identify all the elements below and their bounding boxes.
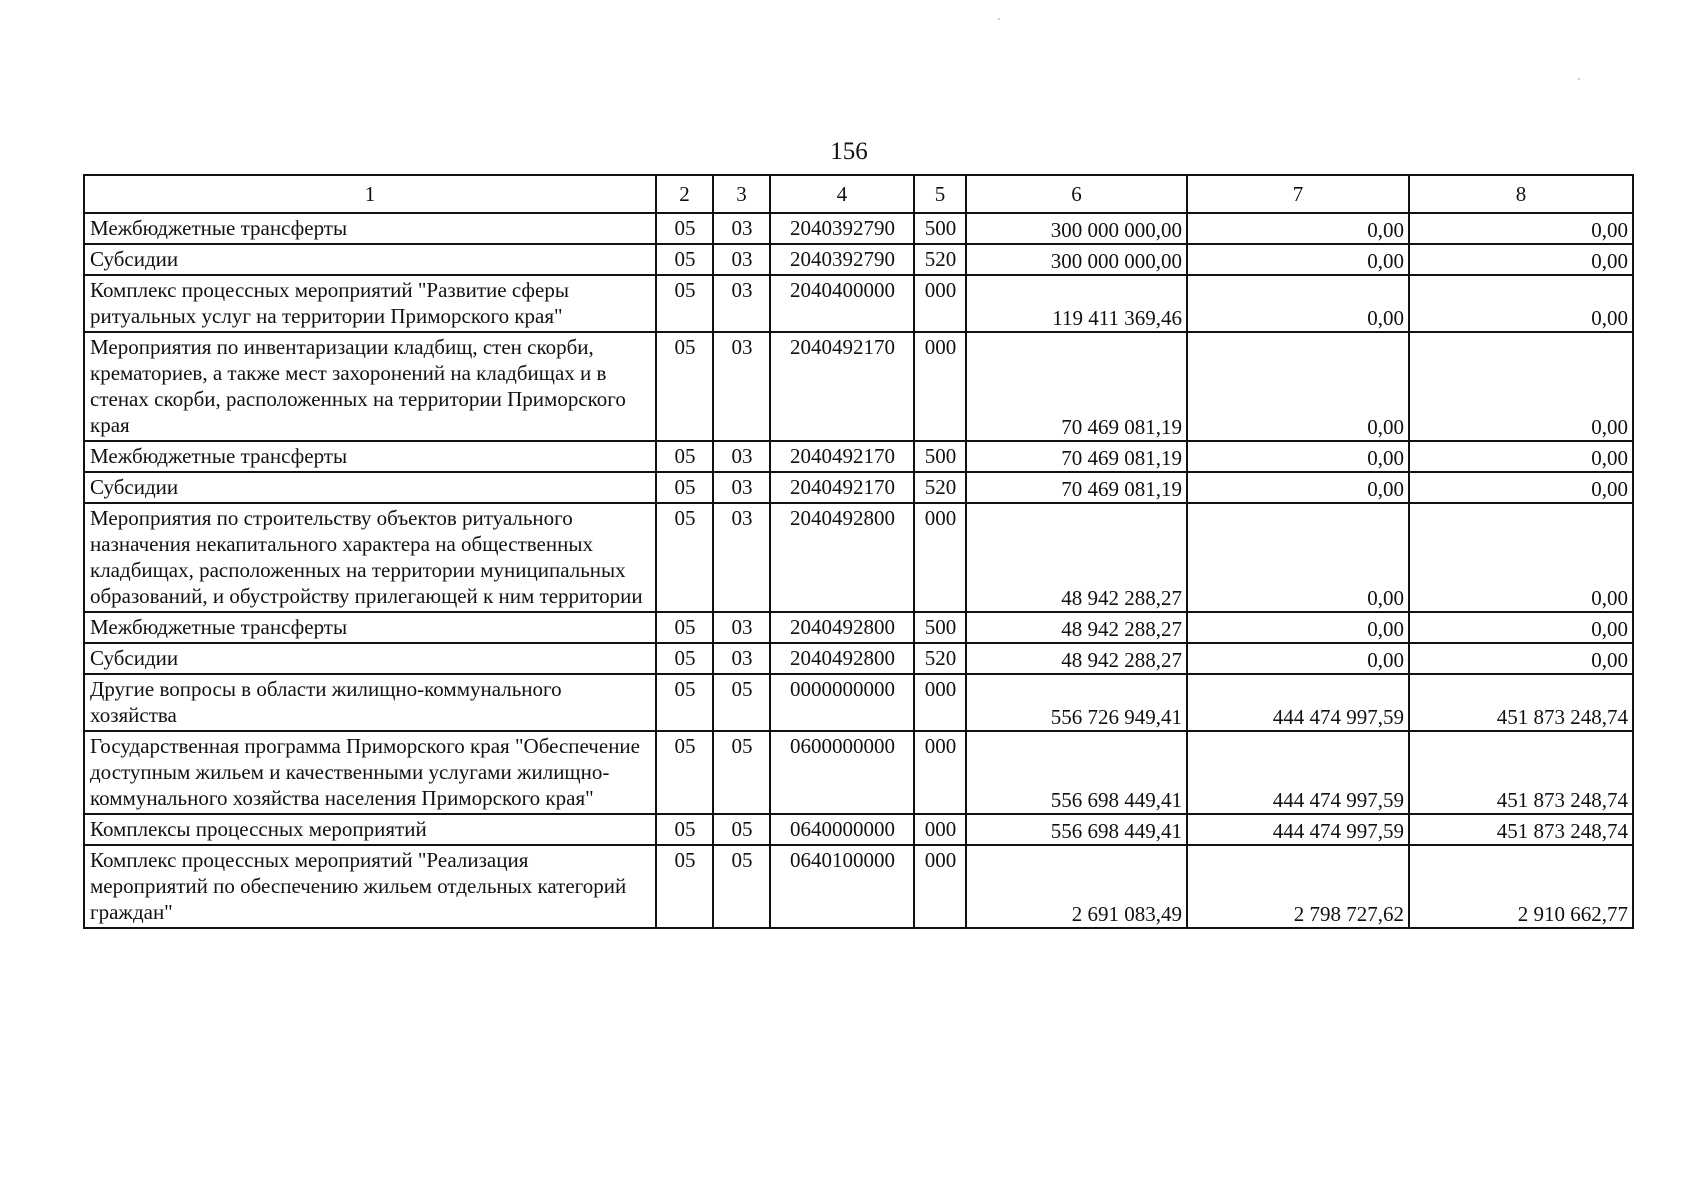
amount-col8-cell: 0,00	[1409, 643, 1633, 674]
subsection-code-cell: 05	[713, 674, 770, 731]
row-name-cell: Субсидии	[84, 472, 656, 503]
amount-col7-cell: 444 474 997,59	[1187, 731, 1409, 814]
amount-col6-cell: 48 942 288,27	[966, 643, 1187, 674]
expense-type-cell: 000	[914, 731, 966, 814]
row-name-cell: Субсидии	[84, 244, 656, 275]
header-cell-8: 8	[1409, 175, 1633, 213]
target-article-cell: 2040492170	[770, 472, 914, 503]
subsection-code-cell: 05	[713, 845, 770, 928]
expense-type-cell: 000	[914, 674, 966, 731]
amount-col7-cell: 444 474 997,59	[1187, 674, 1409, 731]
amount-col6-cell: 119 411 369,46	[966, 275, 1187, 332]
table-body	[84, 213, 1633, 928]
row-name-cell: Субсидии	[84, 643, 656, 674]
amount-col6-cell: 300 000 000,00	[966, 213, 1187, 244]
table-row	[84, 731, 1633, 814]
expense-type-cell: 000	[914, 503, 966, 612]
section-code-cell: 05	[656, 643, 713, 674]
section-code-cell: 05	[656, 275, 713, 332]
target-article-cell: 2040492170	[770, 332, 914, 441]
amount-col6-cell: 2 691 083,49	[966, 845, 1187, 928]
amount-col7-cell: 444 474 997,59	[1187, 814, 1409, 845]
header-cell-2: 2	[656, 175, 713, 213]
amount-col7-cell: 0,00	[1187, 244, 1409, 275]
amount-col8-cell: 2 910 662,77	[1409, 845, 1633, 928]
amount-col6-cell: 300 000 000,00	[966, 244, 1187, 275]
header-cell-7: 7	[1187, 175, 1409, 213]
subsection-code-cell: 05	[713, 731, 770, 814]
amount-col7-cell: 0,00	[1187, 275, 1409, 332]
subsection-code-cell: 03	[713, 503, 770, 612]
section-code-cell: 05	[656, 503, 713, 612]
target-article-cell: 0640100000	[770, 845, 914, 928]
page-number: 156	[830, 138, 868, 165]
table-row	[84, 814, 1633, 845]
expense-type-cell: 520	[914, 472, 966, 503]
header-cell-6: 6	[966, 175, 1187, 213]
amount-col8-cell: 0,00	[1409, 244, 1633, 275]
expense-type-cell: 500	[914, 612, 966, 643]
subsection-code-cell: 03	[713, 441, 770, 472]
row-name-cell: Комплексы процессных мероприятий	[84, 814, 656, 845]
subsection-code-cell: 03	[713, 643, 770, 674]
row-name-cell: Другие вопросы в области жилищно-коммунального хозяйства	[84, 674, 656, 731]
amount-col8-cell: 0,00	[1409, 213, 1633, 244]
target-article-cell: 0640000000	[770, 814, 914, 845]
amount-col6-cell: 70 469 081,19	[966, 332, 1187, 441]
subsection-code-cell: 03	[713, 244, 770, 275]
row-name-cell: Комплекс процессных мероприятий "Развитие сферы ритуальных услуг на территории Приморского края"	[84, 275, 656, 332]
row-name-cell: Мероприятия по инвентаризации кладбищ, стен скорби, крематориев, а также мест захоронений на кладбищах и в стенах скорби, расположенных на территории Приморского края	[84, 332, 656, 441]
amount-col8-cell: 0,00	[1409, 275, 1633, 332]
section-code-cell: 05	[656, 674, 713, 731]
amount-col7-cell: 0,00	[1187, 612, 1409, 643]
table-row	[84, 275, 1633, 332]
amount-col6-cell: 556 698 449,41	[966, 814, 1187, 845]
subsection-code-cell: 03	[713, 275, 770, 332]
table-row	[84, 643, 1633, 674]
target-article-cell: 2040492170	[770, 441, 914, 472]
amount-col6-cell: 70 469 081,19	[966, 472, 1187, 503]
subsection-code-cell: 03	[713, 612, 770, 643]
target-article-cell: 0000000000	[770, 674, 914, 731]
amount-col8-cell: 451 873 248,74	[1409, 731, 1633, 814]
header-cell-5: 5	[914, 175, 966, 213]
amount-col6-cell: 556 726 949,41	[966, 674, 1187, 731]
section-code-cell: 05	[656, 213, 713, 244]
row-name-cell: Комплекс процессных мероприятий "Реализация мероприятий по обеспечению жильем отдельных категорий граждан"	[84, 845, 656, 928]
section-code-cell: 05	[656, 332, 713, 441]
amount-col8-cell: 451 873 248,74	[1409, 674, 1633, 731]
amount-col6-cell: 48 942 288,27	[966, 503, 1187, 612]
row-name-cell: Межбюджетные трансферты	[84, 612, 656, 643]
amount-col7-cell: 0,00	[1187, 213, 1409, 244]
target-article-cell: 2040492800	[770, 643, 914, 674]
amount-col6-cell: 70 469 081,19	[966, 441, 1187, 472]
header-cell-4: 4	[770, 175, 914, 213]
amount-col8-cell: 0,00	[1409, 503, 1633, 612]
amount-col6-cell: 556 698 449,41	[966, 731, 1187, 814]
amount-col7-cell: 0,00	[1187, 643, 1409, 674]
target-article-cell: 2040492800	[770, 503, 914, 612]
row-name-cell: Межбюджетные трансферты	[84, 441, 656, 472]
header-cell-3: 3	[713, 175, 770, 213]
row-name-cell: Государственная программа Приморского края "Обеспечение доступным жильем и качественными услугами жилищно-коммунального хозяйства населения Приморского края"	[84, 731, 656, 814]
scan-speck	[1578, 78, 1580, 80]
section-code-cell: 05	[656, 441, 713, 472]
table-row	[84, 213, 1633, 244]
target-article-cell: 0600000000	[770, 731, 914, 814]
expense-type-cell: 000	[914, 275, 966, 332]
amount-col8-cell: 0,00	[1409, 472, 1633, 503]
header-cell-1: 1	[84, 175, 656, 213]
amount-col8-cell: 0,00	[1409, 332, 1633, 441]
expense-type-cell: 520	[914, 643, 966, 674]
amount-col8-cell: 451 873 248,74	[1409, 814, 1633, 845]
expense-type-cell: 000	[914, 332, 966, 441]
table-row	[84, 332, 1633, 441]
amount-col6-cell: 48 942 288,27	[966, 612, 1187, 643]
subsection-code-cell: 03	[713, 472, 770, 503]
amount-col7-cell: 2 798 727,62	[1187, 845, 1409, 928]
subsection-code-cell: 03	[713, 213, 770, 244]
subsection-code-cell: 03	[713, 332, 770, 441]
expense-type-cell: 000	[914, 845, 966, 928]
section-code-cell: 05	[656, 731, 713, 814]
expense-type-cell: 500	[914, 213, 966, 244]
table-row	[84, 612, 1633, 643]
table-row	[84, 503, 1633, 612]
section-code-cell: 05	[656, 845, 713, 928]
row-name-cell: Мероприятия по строительству объектов ритуального назначения некапитального характера на общественных кладбищах, расположенных на территории муниципальных образований, и обустройству прилегающей к ним территории	[84, 503, 656, 612]
row-name-cell: Межбюджетные трансферты	[84, 213, 656, 244]
target-article-cell: 2040392790	[770, 213, 914, 244]
table-row	[84, 845, 1633, 928]
section-code-cell: 05	[656, 612, 713, 643]
section-code-cell: 05	[656, 472, 713, 503]
expense-type-cell: 500	[914, 441, 966, 472]
target-article-cell: 2040400000	[770, 275, 914, 332]
amount-col7-cell: 0,00	[1187, 332, 1409, 441]
table-row	[84, 674, 1633, 731]
scan-speck	[998, 18, 1000, 20]
section-code-cell: 05	[656, 814, 713, 845]
header-row	[84, 175, 1633, 213]
budget-table	[83, 174, 1634, 929]
target-article-cell: 2040492800	[770, 612, 914, 643]
amount-col8-cell: 0,00	[1409, 441, 1633, 472]
table-row	[84, 244, 1633, 275]
target-article-cell: 2040392790	[770, 244, 914, 275]
expense-type-cell: 520	[914, 244, 966, 275]
section-code-cell: 05	[656, 244, 713, 275]
subsection-code-cell: 05	[713, 814, 770, 845]
amount-col7-cell: 0,00	[1187, 472, 1409, 503]
amount-col7-cell: 0,00	[1187, 503, 1409, 612]
amount-col7-cell: 0,00	[1187, 441, 1409, 472]
table-row	[84, 441, 1633, 472]
expense-type-cell: 000	[914, 814, 966, 845]
table-row	[84, 472, 1633, 503]
amount-col8-cell: 0,00	[1409, 612, 1633, 643]
